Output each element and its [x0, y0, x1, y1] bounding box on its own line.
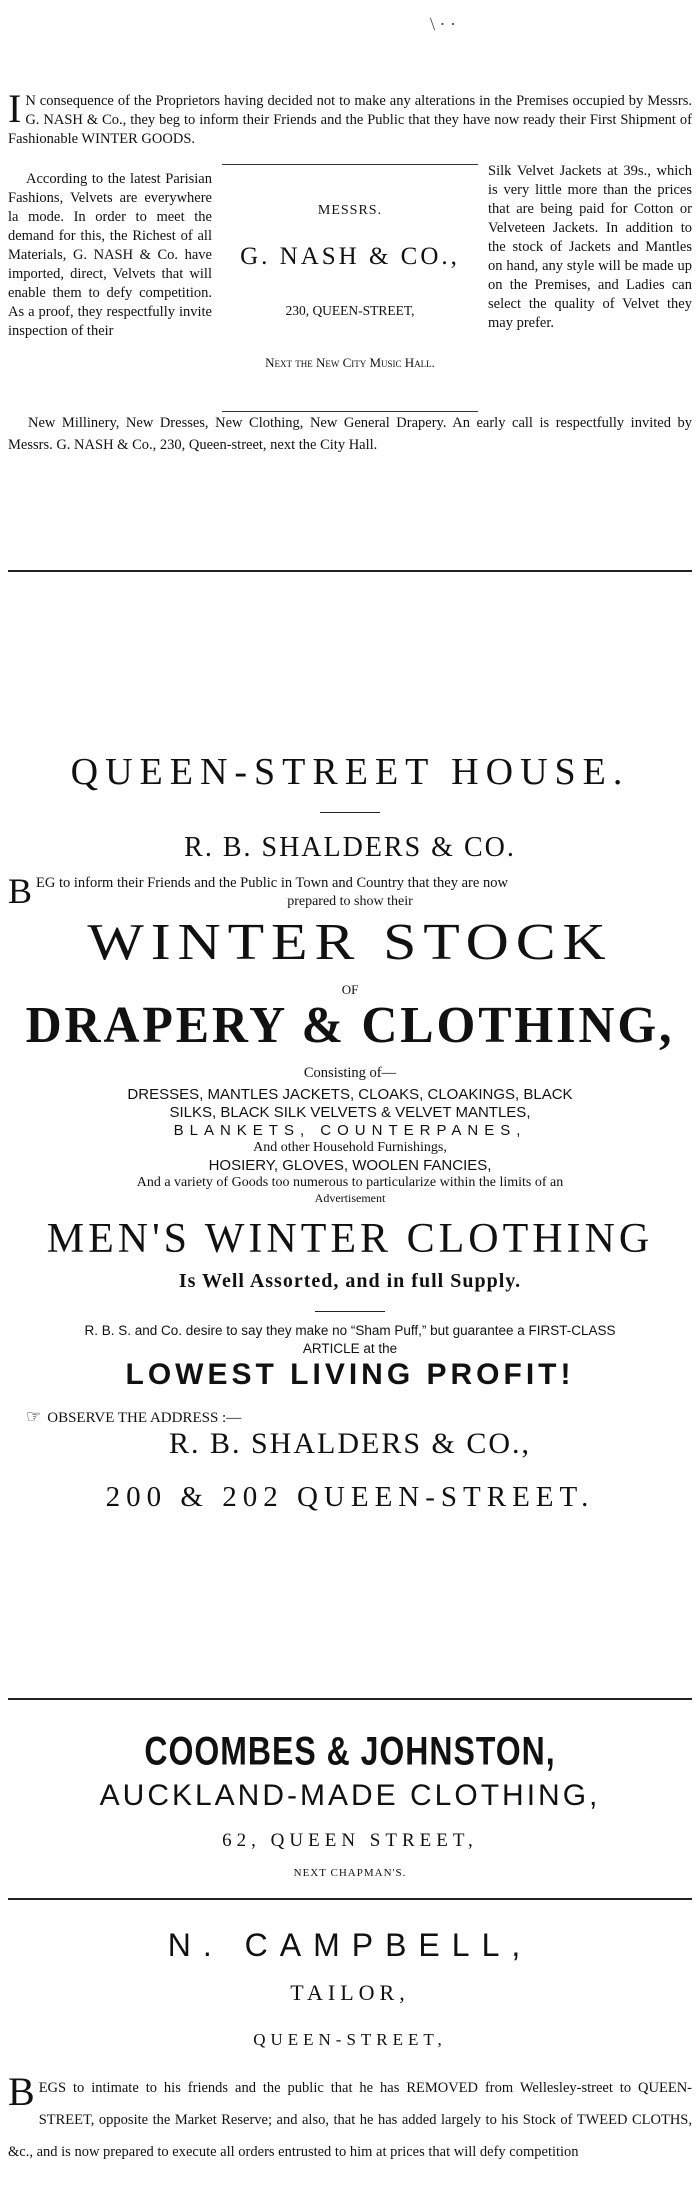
nash-intro — [8, 86, 692, 149]
coombes-next: NEXT CHAPMAN'S. — [293, 1867, 407, 1879]
shalders-beg-initial: B — [8, 871, 33, 911]
section-divider — [8, 570, 692, 572]
section-divider — [8, 1698, 692, 1700]
nash-address-box — [222, 164, 478, 412]
assorted-text: Is Well Assorted, and in full Supply. — [178, 1270, 522, 1292]
campbell-name: N. CAMPBELL, — [167, 1927, 533, 1963]
campbell-initial: B — [8, 2069, 35, 2114]
of-text: OF — [341, 982, 359, 997]
goods-line-6: And a variety of Goods too numerous to particularize within the limits of an — [136, 1175, 564, 1190]
goods-line-7: Advertisement — [314, 1191, 386, 1205]
short-rule — [320, 812, 380, 813]
campbell-trade: TAILOR, — [290, 1980, 410, 2005]
shalders-beg-text: EG to inform their Friends and the Public in Town and Country that they are now — [36, 875, 508, 891]
coombes-tagline: AUCKLAND-MADE CLOTHING, — [99, 1779, 601, 1812]
nash-intro-text: N consequence of the Proprietors having decided not to make any alterations in the Premises occupied by Messrs. G. NASH & Co., they beg to inform their Friends and the Public that they have now ready their First Shipment of Fashionable WINTER GOODS. — [8, 93, 692, 147]
goods-line-3: BLANKETS, COUNTERPANES, — [173, 1122, 527, 1139]
nash-box-name: G. NASH & CO., — [240, 243, 460, 270]
section-divider — [8, 1898, 692, 1900]
nash-box-messrs: MESSRS. — [317, 203, 383, 218]
goods-line-2: SILKS, BLACK SILK VELVETS & VELVET MANTLES, — [169, 1104, 531, 1121]
nash-right-column: Silk Velvet Jackets at 39s., which is very little more than the prices that are being paid for Cotton or Velveteen Jackets. In addition to the stock of Jackets and Mantles on hand, any style will be made up on the Premises, and Ladies can select the quality of Velvet they may prefer. — [488, 163, 692, 331]
campbell-body — [8, 2069, 692, 2168]
drapery-heading: DRAPERY & CLOTHING, — [25, 997, 675, 1054]
shalders-firm: R. B. SHALDERS & CO. — [184, 832, 516, 863]
nash-left-column: According to the latest Parisian Fashions, Velvets are everywhere la mode. In order to meet the demand for this, the Richest of all Materials, G. NASH & Co. have imported, direct, Velvets that will enable them to defy competition. As a proof, they respectfully invite inspection of their — [8, 171, 212, 339]
lowest-profit-heading: LOWEST LIVING PROFIT! — [125, 1358, 575, 1391]
campbell-body-text: EGS to intimate to his friends and the public that he has REMOVED from Wellesley-street to QUEEN-STREET, opposite the Market Reserve; and also, that he has added largely to his Stock of TWEED CLOTHS, &c., and is now prepared to execute all orders entrusted to him at prices that will defy competition — [8, 2080, 692, 2160]
winter-stock-heading: WINTER STOCK — [87, 914, 613, 971]
nash-intro-initial: I — [8, 86, 22, 131]
goods-line-4: And other Household Furnishings, — [253, 1140, 447, 1155]
shalders-firm-2: R. B. SHALDERS & CO., — [168, 1427, 532, 1460]
shalders-prepared: prepared to show their — [287, 894, 413, 909]
article-text: ARTICLE at the — [302, 1341, 398, 1356]
goods-line-5: HOSIERY, GLOVES, WOOLEN FANCIES, — [208, 1157, 492, 1174]
shalders-house-title: QUEEN-STREET HOUSE. — [70, 751, 630, 793]
mens-winter-heading: MEN'S WINTER CLOTHING — [46, 1216, 654, 1262]
goods-line-1: DRESSES, MANTLES JACKETS, CLOAKS, CLOAKINGS, BLACK — [127, 1086, 573, 1103]
campbell-street: QUEEN-STREET, — [253, 2030, 447, 2049]
shalders-address: 200 & 202 QUEEN-STREET. — [105, 1481, 595, 1513]
short-rule — [315, 1311, 385, 1312]
sham-puff-text: R. B. S. and Co. desire to say they make no “Sham Puff,” but guarantee a FIRST-CLASS — [84, 1323, 616, 1338]
nash-box-address: 230, QUEEN-STREET, — [285, 303, 415, 318]
observe-text: OBSERVE THE ADDRESS :— — [47, 1410, 242, 1426]
nash-footer: New Millinery, New Dresses, New Clothing, New General Drapery. An early call is respectfully invited by Messrs. G. NASH & Co., 230, Queen-street, next the City Hall. — [8, 415, 692, 453]
coombes-address: 62, QUEEN STREET, — [222, 1830, 478, 1851]
pointing-hand-icon: ☞ — [26, 1407, 42, 1426]
nash-box-next: Next the New City Music Hall. — [265, 355, 435, 370]
top-marks: \ · · — [430, 14, 456, 34]
observe-line — [26, 1407, 241, 1427]
consisting-text: Consisting of— — [303, 1065, 397, 1081]
coombes-name: COOMBES & JOHNSTON, — [144, 1728, 556, 1773]
